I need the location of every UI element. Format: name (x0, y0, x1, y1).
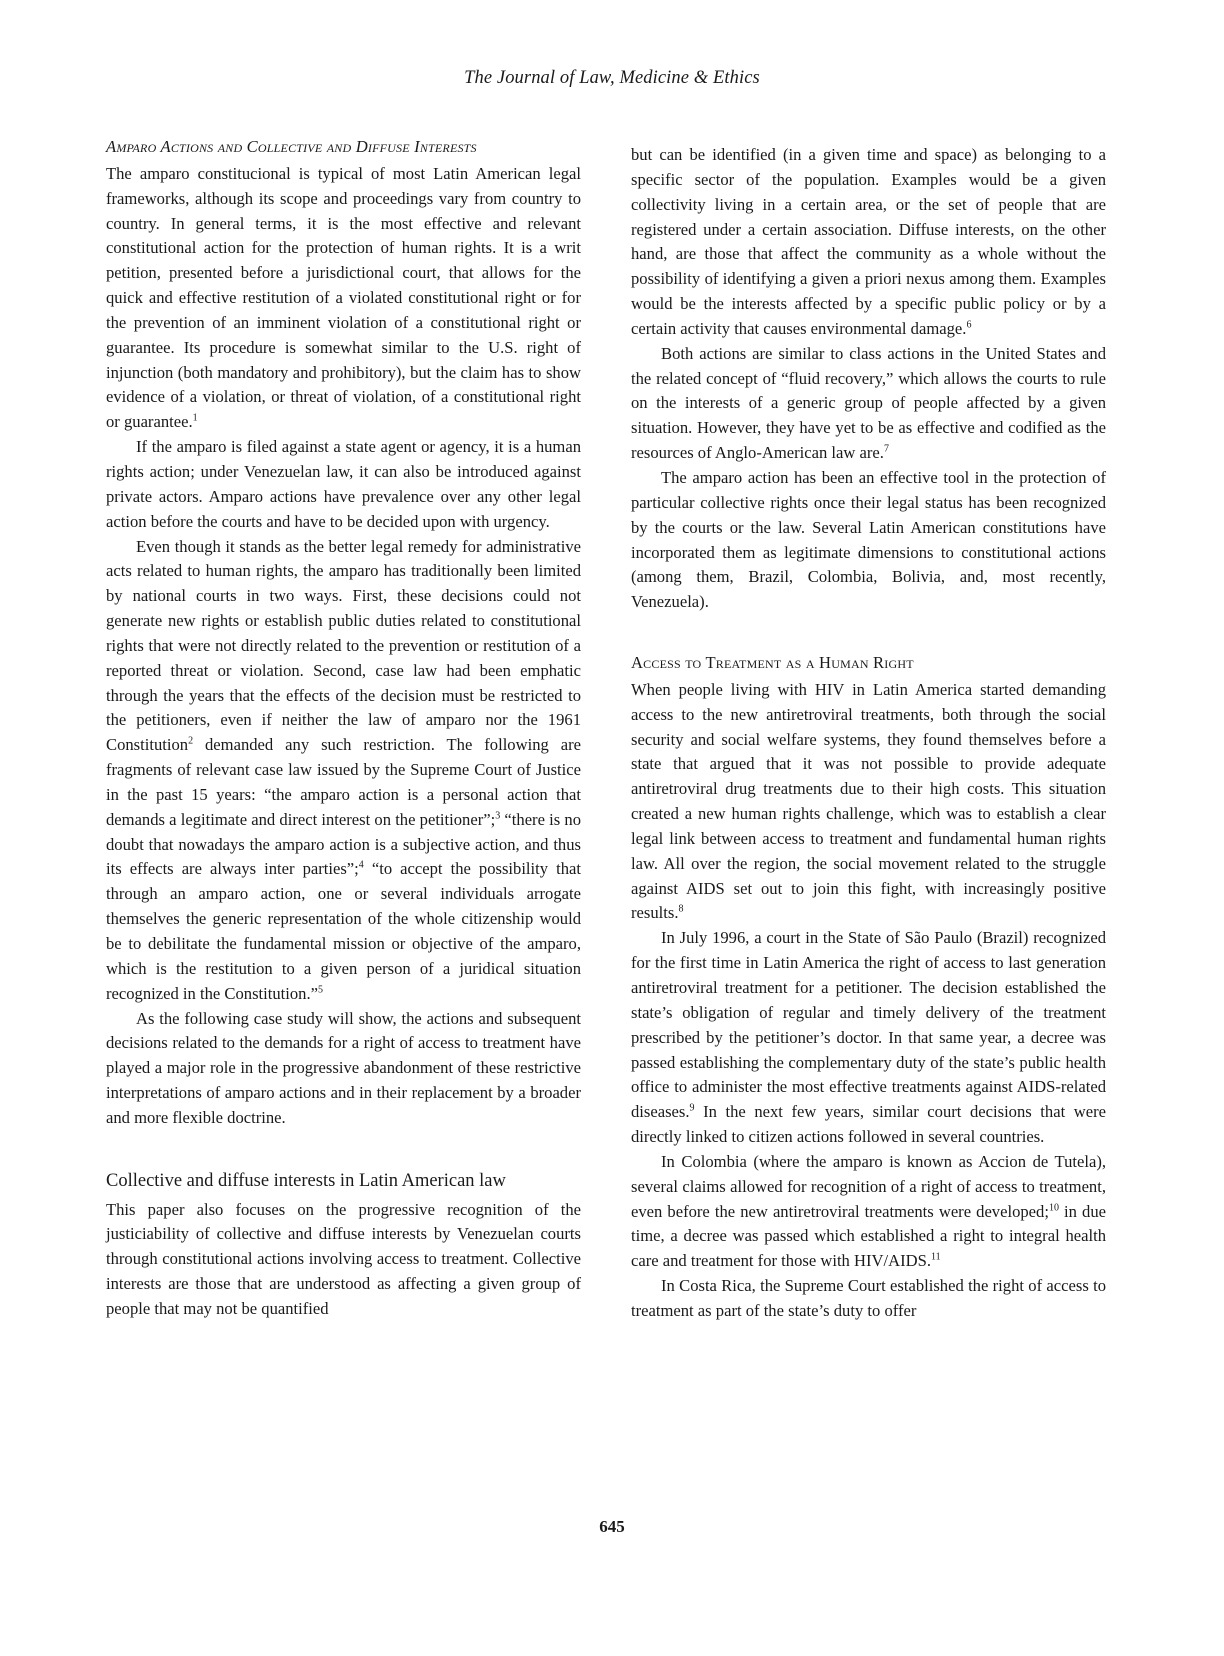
right-column (631, 143, 1106, 1324)
paragraph: When people living with HIV in Latin America started demanding access to the new antiretroviral treatments, both through the social security and social welfare systems, they found themselves before a state that argued that it was not possible to provide adequate antiretroviral drug treatments due to their high costs. This situation created a new human rights challenge, which was to establish a clear legal link between access to treatment and fundamental human rights law. All over the region, the social movement related to the struggle against AIDS set out to join this fight, with increasingly positive results.$^8$ (631, 679, 1106, 923)
section-heading-collective: Collective and diffuse interests in Latin American law (106, 1170, 506, 1191)
paragraph: Even though it stands as the better legal remedy for administrative acts related to human rights, the amparo has traditionally been limited by national courts in two ways. First, these decisions could not generate new rights or establish public duties related to constitutional rights that were not directly related to the prevention or restitution of a reported threat or violation. Second, case law had been emphatic through the years that the effects of the decision must be restricted to the petitioners, even if neither the law of amparo nor the 1961 Constitution$^2$ demanded any such restriction. The following are fragments of relevant case law issued by the Supreme Court of Justice in the past 15 years: “the amparo action is a personal action that demands a legitimate and direct interest on the petitioner”;$^3$ “there is no doubt that nowadays the amparo action is a subjective action, and thus its effects are always inter parties”;$^4$ “to accept the possibility that through an amparo action, one or several individuals arrogate themselves the generic representation of the whole citizenship would be to debilitate the fundamental mission or objective of the amparo, which is the restitution to a given person of a juridical situation recognized in the Constitution.”$^5$ (106, 536, 581, 1003)
footnote-ref[interactable]: 4 (358, 859, 364, 871)
paragraph: In Colombia (where the amparo is known as Accion de Tutela), several claims allowed for recognition of a right of access to treatment, even before the new antiretroviral treatments were developed;$^{10}$ in due time, a decree was passed which established a right to integral health care and treatment for those with HIV/AIDS.$^{11}$ (631, 1151, 1106, 1271)
paragraph: The amparo action has been an effective tool in the protection of particular collective rights once their legal status has been recognized by the courts or the law. Several Latin American constitutions have incorporated them as legitimate dimensions to constitutional actions (among them, Brazil, Colombia, Bolivia, and, most recently, Venezuela). (631, 467, 1106, 612)
footnote-ref[interactable]: 10 (1048, 1202, 1059, 1214)
paragraph: In Costa Rica, the Supreme Court established the right of access to treatment as part of the state’s duty to offer (631, 1276, 1106, 1320)
paragraph: The amparo constitucional is typical of most Latin American legal frameworks, although its scope and proceedings vary from country to country. In general terms, it is the most effective and relevant constitutional action for the protection of human rights. It is a writ petition, presented before a jurisdictional court, that allows for the quick and effective restitution of a violated constitutional right or for the prevention of an imminent violation of a constitutional right or guarantee. Its procedure is somewhat similar to the U.S. right of injunction (both mandatory and prohibitory), but the claim has to show evidence of a violation, or threat of violation, of a constitutional right or guarantee.$^1$ (106, 163, 581, 432)
paragraph: This paper also focuses on the progressive recognition of the justiciability of collective and diffuse interests by Venezuelan courts through constitutional actions involving access to treatment. Collective interests are those that are understood as affecting a given group of people that may not be quantified (106, 1199, 581, 1318)
section-heading-access: Access to Treatment as a Human Right (631, 653, 914, 673)
footnote-ref[interactable]: 1 (192, 412, 198, 424)
paragraph: but can be identified (in a given time and space) as belonging to a specific sector of the population. Examples would be a given collectivity living in a certain area, or the set of people that are registered under a certain association. Diffuse interests, on the other hand, are those that affect the community as a whole without the possibility of identifying a given a priori nexus among them. Examples would be the interests affected by a specific public policy or by a certain activity that causes environmental damage.$^6$ (631, 145, 1106, 338)
footnote-ref[interactable]: 7 (883, 443, 889, 455)
page-number: 645 (599, 1517, 625, 1536)
running-head: The Journal of Law, Medicine & Ethics (464, 68, 760, 88)
footnote-ref[interactable]: 5 (317, 984, 323, 996)
footnote-ref[interactable]: 2 (188, 735, 194, 747)
footnote-ref[interactable]: 11 (930, 1251, 941, 1263)
paragraph: As the following case study will show, the actions and subsequent decisions related to the demands for a right of access to treatment have played a major role in the progressive abandonment of these restrictive interpretations of amparo actions and in their replacement by a broader and more flexible doctrine. (106, 1008, 581, 1127)
paragraph: In July 1996, a court in the State of São Paulo (Brazil) recognized for the first time in Latin America the right of access to last generation antiretroviral treatment for a petitioner. The decision established the state’s obligation of regular and timely delivery of the treatment prescribed by the petitioner’s doctor. In that same year, a decree was passed establishing the complementary duty of the state’s public health office to administer the most effective treatments against AIDS-related diseases.$^9$ In the next few years, similar court decisions that were directly linked to citizen actions followed in several countries. (631, 928, 1106, 1147)
footnote-ref[interactable]: 3 (495, 810, 501, 822)
footnote-ref[interactable]: 8 (678, 903, 684, 915)
paragraph: Both actions are similar to class actions in the United States and the related concept of “fluid recovery,” which allows the courts to rule on the interests of a generic group of people affected by a given situation. However, they have yet to be as effective and codified as the resources of Anglo-American law are.$^7$ (631, 343, 1106, 463)
footnote-ref[interactable]: 9 (689, 1102, 695, 1114)
footnote-ref[interactable]: 6 (966, 319, 972, 331)
paragraph: If the amparo is filed against a state agent or agency, it is a human rights action; under Venezuelan law, it can also be introduced against private actors. Amparo actions have prevalence over any other legal action before the courts and have to be decided upon with urgency. (106, 437, 581, 531)
left-column (106, 135, 581, 1322)
section-heading-amparo: Amparo Actions and Collective and Diffuse Interests (106, 137, 477, 156)
